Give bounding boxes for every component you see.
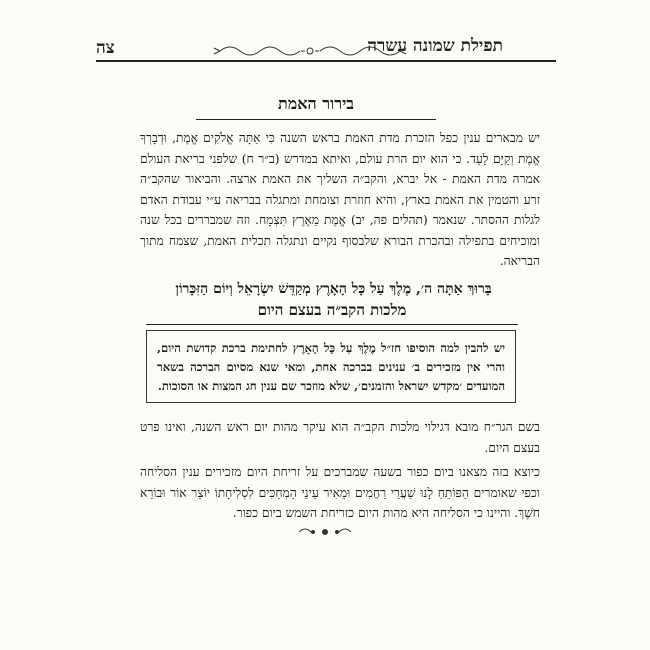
boxed-question: יש להבין למה הוסיפו חז״ל מֶלֶךְ עַל כָּל הָאָרֶץ לחתימת ברכת קדושת היום, והרי אין מזכירים ב׳ ענינים בברכה אחת, ומאי שנא מסיום הברכה בשאר המועדים ׳מקדש ישראל והזמנים׳, שלא מוזכר שם ענין חג המצות או הסוכות. [146, 330, 516, 403]
header-divider [96, 60, 556, 62]
subsection-heading: מלכות הקב״ה בעצם היום [146, 301, 518, 325]
page-number: צה [96, 38, 115, 58]
section-heading: בירור האמת [196, 94, 436, 120]
subsection-paragraph: בשם הגר״ח מובא דגילוי מלכות הקב״ה הוא עיקר מהות יום ראש השנה, ואינו פרט בעצם היום. [140, 420, 540, 455]
blessing-text: בָּרוּךְ אַתָּה ה׳, מֶלֶךְ עַל כָּל הָאָרֶץ מְקַדֵּשׁ יִשְׂרָאֵל וְיוֹם הַזִּכָּרוֹן [175, 281, 492, 297]
header-ornament-icon [210, 44, 410, 58]
end-ornament-icon [293, 523, 357, 541]
running-head-title: תפילת שמונה עשרה [367, 36, 503, 56]
subsection-paragraph: כיוצא בזה מצאנו ביום כפור בשעה שמברכים על זריחת היום מזכירים ענין הסליחה וכפי שאומרים הַפּוֹתֵחַ לָנוּ שַׁעֲרֵי רַחֲמִים וּמֵאִיר עֵינֵי הַמְחַכִּים לִסְלִיחָתוֹ יוֹצֵר אוֹר וּבוֹרֵא חֹשֶׁךְ. והיינו כי הסליחה היא מהות היום כזריחת השמש ביום כפור. [140, 465, 540, 520]
section-paragraph: יש מבארים ענין כפל הזכרת מדת האמת בראש השנה כִּי אַתָּה אֱלֹקִים אֱמֶת, וּדְבָרְךָ אֱמֶת וְקַיָּם לָעַד. כי הוא יום הרת עולם, ואיתא במדרש (ב״ר ח) שלפני בריאת העולם אמרה מדת האמת - אל יברא, והקב״ה השליך את האמת ארצה. והביאור שהקב״ה זרע והטמין את האמת בארץ, והיא חוזרת וצומחת ומתגלה בבריאה ע״י עבודת האדם לגלות ההסתר. שנאמר (תהלים פה, יב) אֱמֶת מֵאֶרֶץ תִּצְמָח. וזה שמבררים בכל שנה ומוכיחים בתפילה ובהכרת הבורא שלבסוף נקיים ונתגלה תכלית האמת, שצמח מתוך הבריאה. [140, 131, 540, 268]
